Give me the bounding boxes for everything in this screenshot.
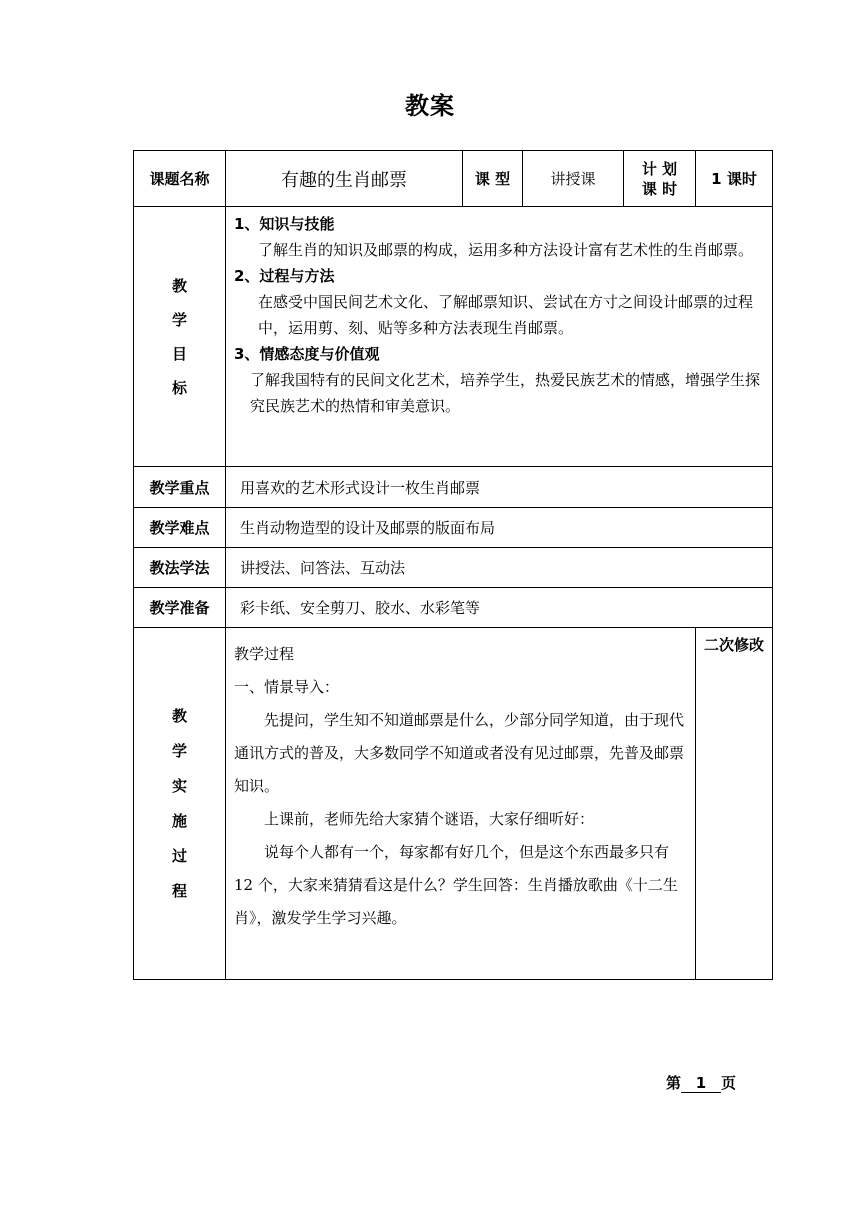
header-row	[134, 151, 773, 207]
row-label: 教学难点	[134, 508, 226, 548]
info-row	[134, 508, 773, 548]
goal-body: 了解生肖的知识及邮票的构成，运用多种方法设计富有艺术性的生肖邮票。	[258, 241, 754, 259]
plan-label	[624, 151, 696, 207]
process-label-char: 过	[171, 846, 187, 865]
process-label-char: 施	[171, 811, 187, 830]
goal-body: 了解我国特有的民间文化艺术，培养学生，热爱民族艺术的情感，增强学生探究民族艺术的热情和审美意识。	[250, 371, 761, 415]
process-label-char: 程	[171, 881, 187, 900]
goals-row	[134, 207, 773, 467]
process-label-char: 学	[171, 741, 187, 760]
page-suffix: 页	[721, 1074, 737, 1092]
topic-label: 课题名称	[134, 151, 226, 207]
row-value: 彩卡纸、安全剪刀、胶水、水彩笔等	[226, 588, 773, 628]
row-value: 讲授法、问答法、互动法	[226, 548, 773, 588]
goal-heading: 2、过程与方法	[234, 267, 335, 285]
info-row	[134, 588, 773, 628]
plan-value: 1 课时	[696, 151, 773, 207]
type-label: 课 型	[463, 151, 523, 207]
document-title: 教案	[405, 92, 455, 120]
goal-heading: 3、情感态度与价值观	[234, 345, 380, 363]
goal-body: 在感受中国民间艺术文化、了解邮票知识、尝试在方寸之间设计邮票的过程中，运用剪、刻、贴等多种方法表现生肖邮票。	[258, 293, 754, 337]
goals-label-char: 教	[171, 276, 187, 295]
row-value: 用喜欢的艺术形式设计一枚生肖邮票	[226, 467, 773, 508]
process-paragraph: 一、情景导入：	[234, 678, 340, 696]
revision-column: 二次修改	[696, 628, 773, 980]
process-row	[134, 628, 773, 980]
goals-content	[226, 207, 773, 467]
goal-heading: 1、知识与技能	[234, 215, 335, 233]
process-label-char: 实	[171, 776, 187, 795]
info-row	[134, 548, 773, 588]
page-number	[666, 1072, 736, 1093]
process-paragraph: 上课前，老师先给大家猜个谜语，大家仔细听好：	[264, 810, 595, 828]
row-label: 教法学法	[134, 548, 226, 588]
goals-label-char: 学	[171, 310, 187, 329]
type-value: 讲授课	[523, 151, 624, 207]
goals-label	[134, 207, 226, 467]
process-content	[226, 628, 696, 980]
goals-label-char: 标	[171, 378, 187, 397]
process-paragraph: 先提问，学生知不知道邮票是什么，少部分同学知道，由于现代通讯方式的普及，大多数同学不知道或者没有见过邮票，先普及邮票知识。	[234, 711, 685, 795]
plan-label-line-1: 计 划	[641, 159, 678, 178]
row-value: 生肖动物造型的设计及邮票的版面布局	[226, 508, 773, 548]
process-label	[134, 628, 226, 980]
page-prefix: 第	[666, 1074, 682, 1092]
lesson-plan-table	[133, 150, 773, 980]
row-label: 教学重点	[134, 467, 226, 508]
row-label: 教学准备	[134, 588, 226, 628]
process-label-char: 教	[171, 706, 187, 725]
process-paragraph: 教学过程	[234, 645, 295, 663]
info-row	[134, 467, 773, 508]
topic-value: 有趣的生肖邮票	[226, 151, 463, 207]
plan-label-line-2: 课 时	[641, 179, 678, 198]
page-number-value: 1	[681, 1074, 721, 1093]
goals-label-char: 目	[171, 344, 187, 363]
process-paragraph: 说每个人都有一个，每家都有好几个，但是这个东西最多只有 12 个，大家来猜猜看这是什么？学生回答：生肖播放歌曲《十二生肖》，激发学生学习兴趣。	[234, 843, 678, 927]
